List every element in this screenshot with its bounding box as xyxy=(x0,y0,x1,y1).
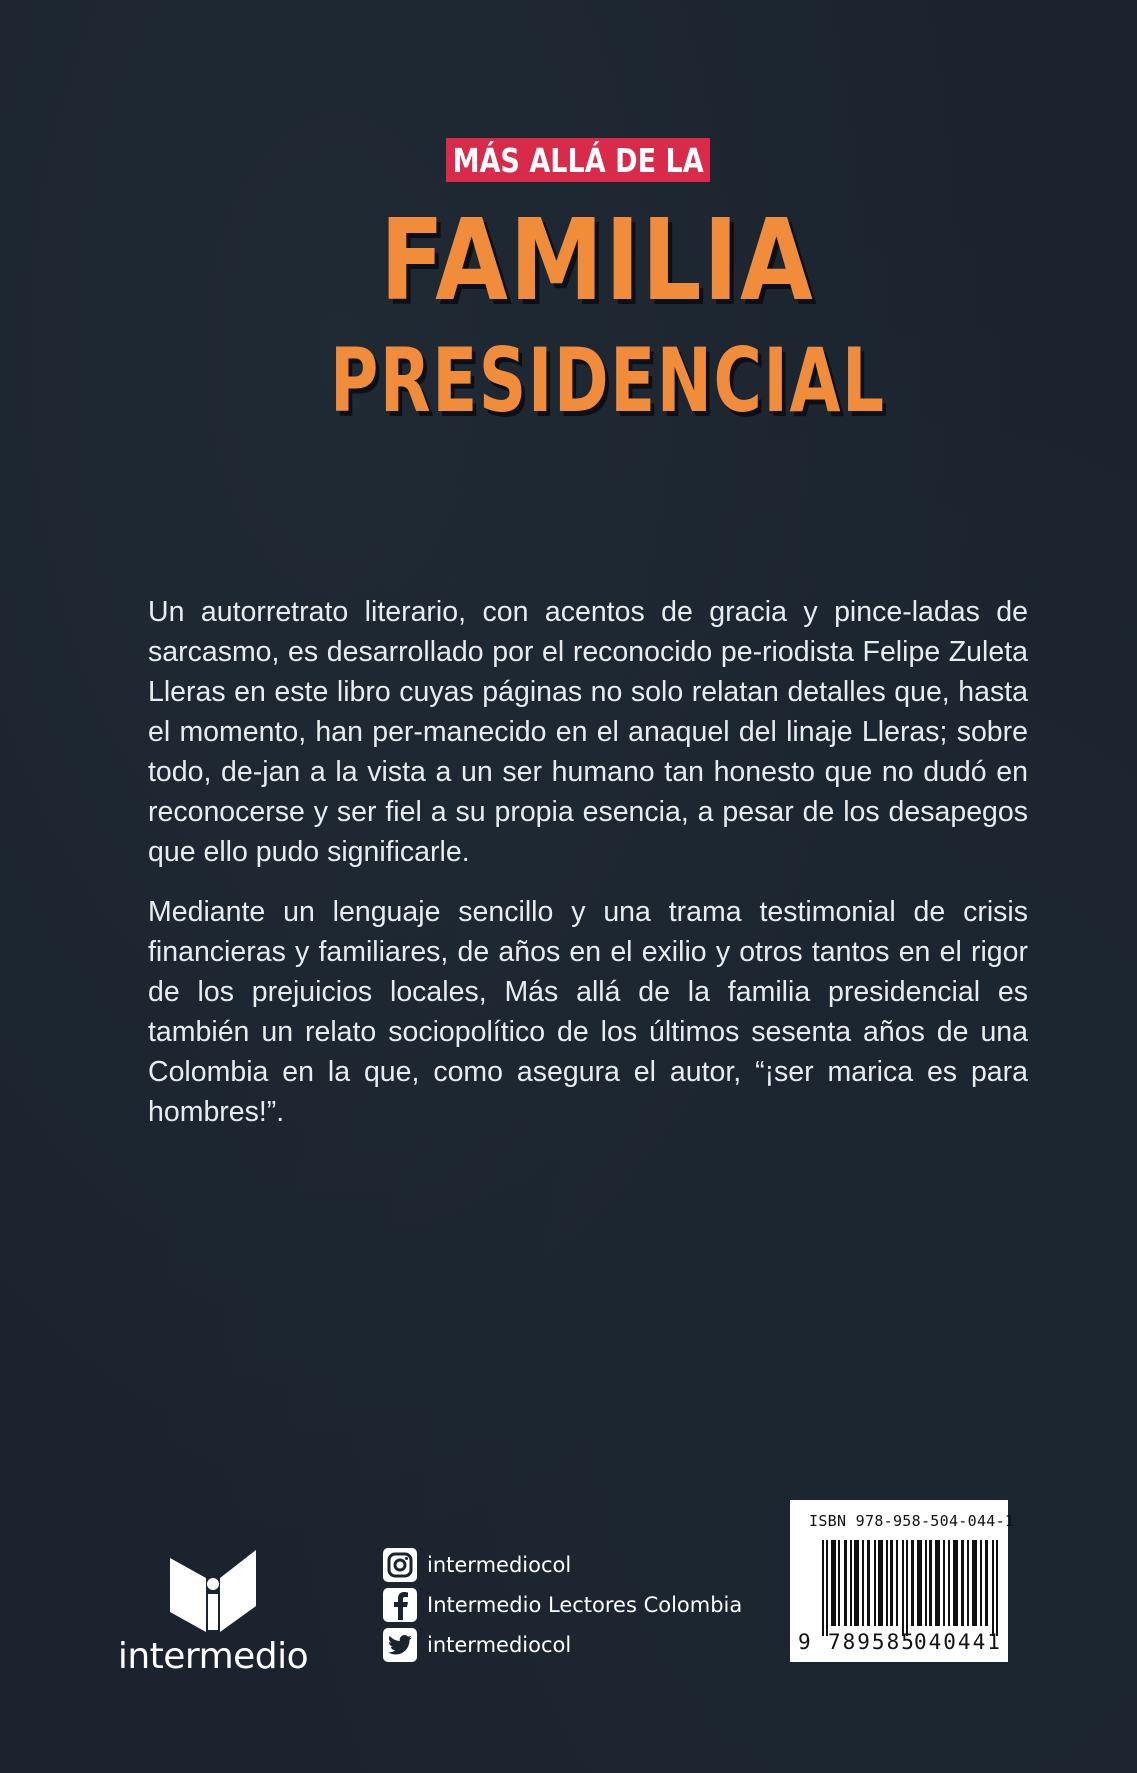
social-links xyxy=(383,1545,742,1665)
social-twitter[interactable] xyxy=(383,1625,742,1665)
instagram-handle: intermediocol xyxy=(427,1553,572,1577)
blurb-text xyxy=(148,592,1028,1152)
subtitle-badge xyxy=(446,138,710,182)
title-line-2: PRESIDENCIAL xyxy=(330,329,886,432)
publisher-logo xyxy=(108,1550,318,1677)
blurb-paragraph-1: Un autorretrato literario, con acentos de gracia y pince-ladas de sarcasmo, es desarrollado por el reconocido pe-riodista Felipe Zuleta Lleras en este libro cuyas páginas no solo relatan detalles que, hasta el momento, han per-manecido en el anaquel del linaje Lleras; sobre todo, de-jan a la vista a un ser humano tan honesto que no dudó en reconocerse y ser fiel a su propia esencia, a pesar de los desapegos que ello pudo significarle. xyxy=(148,596,1028,868)
barcode-bars xyxy=(822,1540,1000,1641)
isbn-barcode xyxy=(790,1500,1015,1662)
publisher-name: intermedio xyxy=(117,1636,309,1677)
barcode-digits-right: 040441 xyxy=(914,1630,1002,1654)
social-facebook[interactable] xyxy=(383,1585,742,1625)
subtitle-text: MÁS ALLÁ DE LA xyxy=(452,140,704,180)
barcode-digit-first: 9 xyxy=(798,1630,811,1654)
facebook-page: Intermedio Lectores Colombia xyxy=(427,1593,743,1617)
open-book-i-icon xyxy=(170,1550,256,1632)
facebook-icon xyxy=(383,1588,417,1622)
title-line-1: FAMILIA xyxy=(380,196,815,326)
instagram-icon xyxy=(383,1548,417,1582)
isbn-label: ISBN 978-958-504-044-1 xyxy=(809,1512,1015,1530)
barcode-digits-left: 789585 xyxy=(828,1630,916,1654)
social-instagram[interactable] xyxy=(383,1545,742,1585)
blurb-paragraph-2: Mediante un lenguaje sencillo y una trama testimonial de crisis financieras y familiares, de años en el exilio y otros tantos en el rigor de los prejuicios locales, Más allá de la familia presidencial es también un relato sociopolítico de los últimos sesenta años de una Colombia en la que, como asegura el autor, “¡ser marica es para hombres!”. xyxy=(148,896,1028,1128)
twitter-icon xyxy=(383,1628,417,1662)
twitter-handle: intermediocol xyxy=(427,1633,572,1657)
